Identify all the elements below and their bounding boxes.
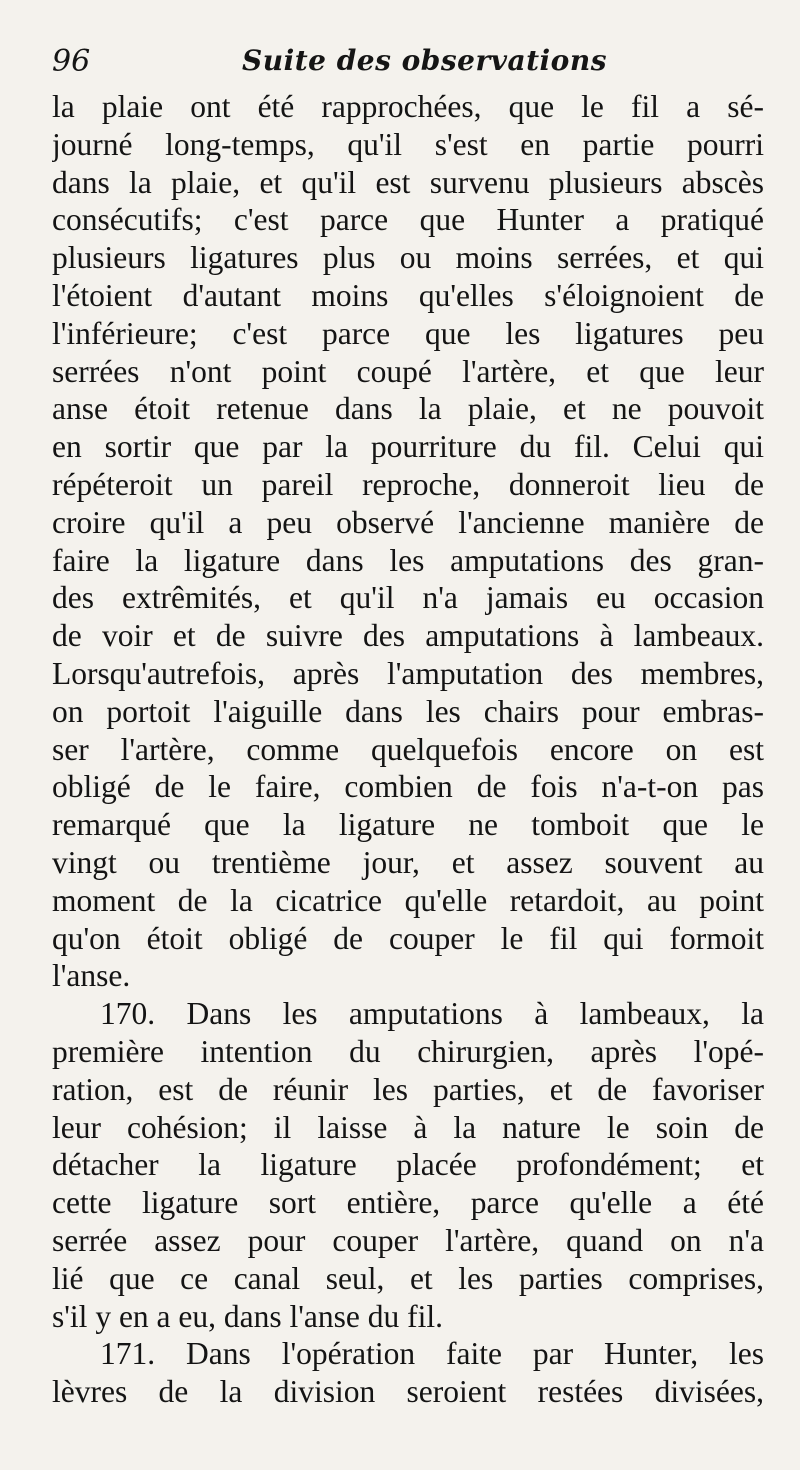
text-line: en sortir que par la pourriture du fil. Celui qui [52,429,764,465]
text-line: croire qu'il a peu observé l'ancienne manière de [52,504,764,540]
text-line: faire la ligature dans les amputations des gran- [52,542,764,578]
text-line: répéteroit un pareil reproche, donneroit lieu de [52,466,764,502]
text-line: remarqué que la ligature ne tomboit que le [52,807,764,843]
paragraph-170-start: 170. Dans les amputations à lambeaux, la [100,996,764,1032]
text-line: des extrêmités, et qu'il n'a jamais eu occasion [52,580,764,616]
text-line: ration, est de réunir les parties, et de favoriser [52,1071,764,1107]
text-line: qu'on étoit obligé de couper le fil qui formoit [52,920,764,956]
running-head: Suite des observations [242,44,607,77]
text-line: détacher la ligature placée profondément; et [52,1147,764,1183]
text-line: serrée assez pour couper l'artère, quand on n'a [52,1222,764,1258]
text-line: consécutifs; c'est parce que Hunter a pratiqué [52,202,764,238]
text-line: leur cohésion; il laisse à la nature le soin de [52,1109,764,1145]
text-line: lié que ce canal seul, et les parties comprises, [52,1260,764,1296]
text-line: de voir et de suivre des amputations à lambeaux. [52,618,764,654]
page-number: 96 [52,44,91,79]
text-line: la plaie ont été rapprochées, que le fil a sé- [52,89,764,124]
body-text [52,88,764,1411]
text-line: on portoit l'aiguille dans les chairs pour embras- [52,693,764,729]
text-line: cette ligature sort entière, parce qu'elle a été [52,1185,764,1221]
text-line: dans la plaie, et qu'il est survenu plusieurs abscès [52,164,764,200]
text-line: l'étoient d'autant moins qu'elles s'éloignoient de [52,277,764,313]
text-line: première intention du chirurgien, après l'opé- [52,1033,764,1069]
text-line: plusieurs ligatures plus ou moins serrées, et qui [52,240,764,276]
text-line: Lorsqu'autrefois, après l'amputation des membres, [52,655,764,691]
text-line: l'anse. [52,958,131,994]
text-line: l'inférieure; c'est parce que les ligatures peu [52,315,764,351]
text-line: serrées n'ont point coupé l'artère, et que leur [52,353,764,389]
text-line: ser l'artère, comme quelquefois encore on est [52,731,764,767]
paragraph-171-start: 171. Dans l'opération faite par Hunter, les [100,1336,764,1372]
text-line: moment de la cicatrice qu'elle retardoit, au point [52,882,764,918]
text-line: vingt ou trentième jour, et assez souvent au [52,844,764,880]
text-line: lèvres de la division seroient restées divisées, [52,1374,764,1410]
page-header [52,44,752,84]
text-line: journé long-temps, qu'il s'est en partie pourri [52,126,764,162]
text-line: obligé de le faire, combien de fois n'a-t-on pas [52,769,764,805]
text-line: anse étoit retenue dans la plaie, et ne pouvoit [52,391,764,427]
text-line: s'il y en a eu, dans l'anse du fil. [52,1298,444,1334]
